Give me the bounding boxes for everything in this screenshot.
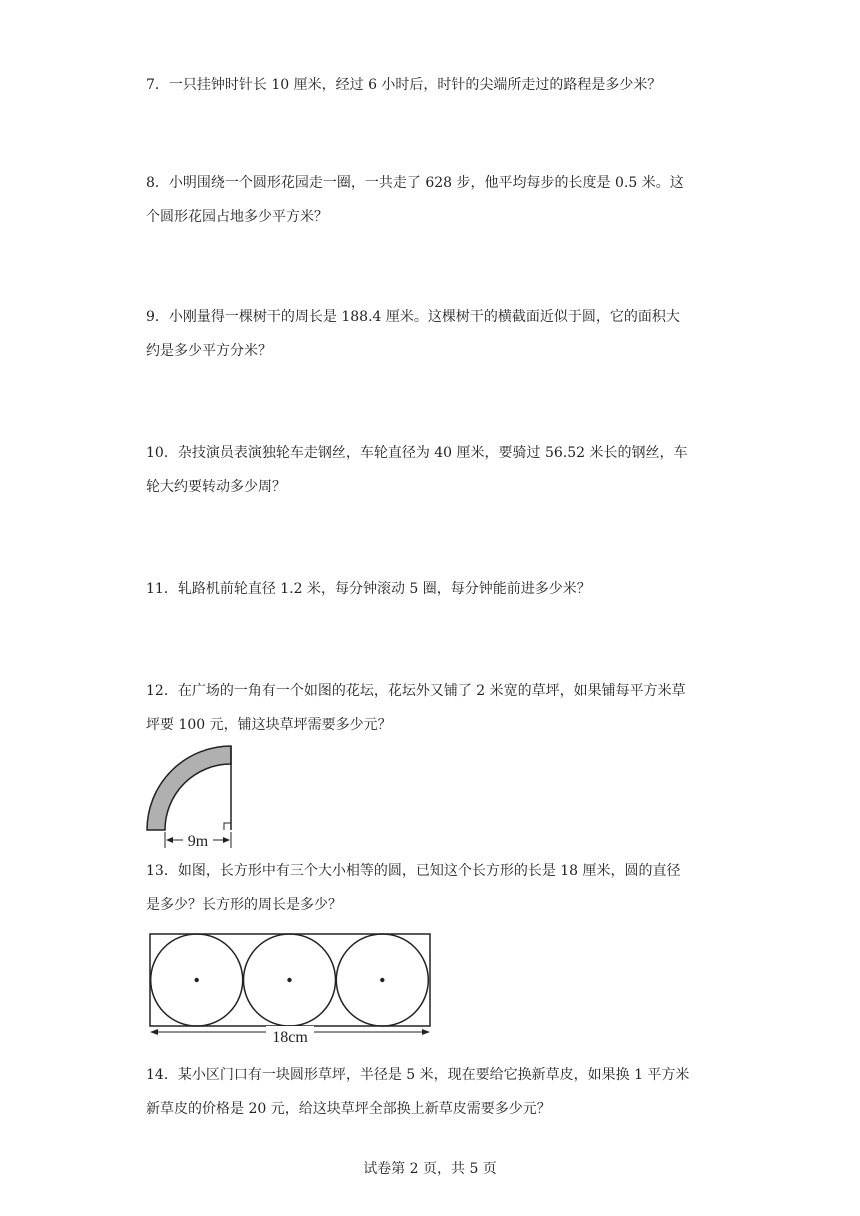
figure-13-circles-diagram — [148, 932, 434, 1050]
question-12 — [146, 674, 726, 742]
arrow-right-head — [422, 1029, 430, 1035]
question-13-line-1: 13．如图，长方形中有三个大小相等的圆，已知这个长方形的长是 18 厘米，圆的直径 — [146, 863, 681, 879]
arrow-left-head — [166, 837, 173, 843]
question-11 — [146, 572, 726, 606]
question-14-line-2: 新草皮的价格是 20 元，给这块草坪全部换上新草皮需要多少元？ — [146, 1101, 551, 1117]
lawn-quarter-ring — [147, 746, 231, 830]
right-angle-mark — [224, 823, 231, 830]
question-9-line-2: 约是多少平方分米？ — [146, 343, 272, 359]
question-12-line-2: 坪要 100 元，铺这块草坪需要多少元？ — [146, 717, 392, 733]
figure-12-flowerbed-diagram — [140, 748, 250, 854]
page-footer: 试卷第 2 页，共 5 页 — [363, 1161, 497, 1177]
arrow-right-head — [223, 837, 230, 843]
question-7 — [146, 68, 726, 102]
question-10-line-2: 轮大约要转动多少周？ — [146, 479, 286, 495]
question-11-line-1: 11．轧路机前轮直径 1.2 米，每分钟滚动 5 圈，每分钟能前进多少米？ — [146, 581, 591, 597]
question-9-line-1: 9．小刚量得一棵树干的周长是 188.4 厘米。这棵树干的横截面近似于圆，它的面积大 — [146, 309, 680, 325]
question-14-line-1: 14．某小区门口有一块圆形草坪，半径是 5 米，现在要给它换新草皮，如果换 1 平方米 — [146, 1067, 690, 1083]
figure-12-label: 9m — [187, 833, 209, 850]
question-10-line-1: 10．杂技演员表演独轮车走钢丝，车轮直径为 40 厘米，要骑过 56.52 米长的钢丝，车 — [146, 445, 688, 461]
question-13-line-2: 是多少？长方形的周长是多少？ — [146, 897, 342, 913]
question-9 — [146, 300, 726, 368]
question-8 — [146, 166, 726, 234]
figure-13-label: 18cm — [272, 1029, 308, 1046]
center-dot-1 — [195, 978, 199, 982]
arrow-left-head — [150, 1029, 158, 1035]
question-7-line-1: 7．一只挂钟时针长 10 厘米，经过 6 小时后，时针的尖端所走过的路程是多少米？ — [146, 77, 662, 93]
question-8-line-1: 8．小明围绕一个圆形花园走一圈，一共走了 628 步，他平均每步的长度是 0.5 米。这 — [146, 175, 684, 191]
question-14 — [146, 1058, 726, 1126]
center-dot-2 — [287, 978, 291, 982]
question-12-line-1: 12．在广场的一角有一个如图的花坛，花坛外又铺了 2 米宽的草坪，如果铺每平方米草 — [146, 683, 686, 699]
question-10 — [146, 436, 726, 504]
question-8-line-2: 个圆形花园占地多少平方米？ — [146, 209, 328, 225]
question-13 — [146, 854, 726, 922]
center-dot-3 — [380, 978, 384, 982]
